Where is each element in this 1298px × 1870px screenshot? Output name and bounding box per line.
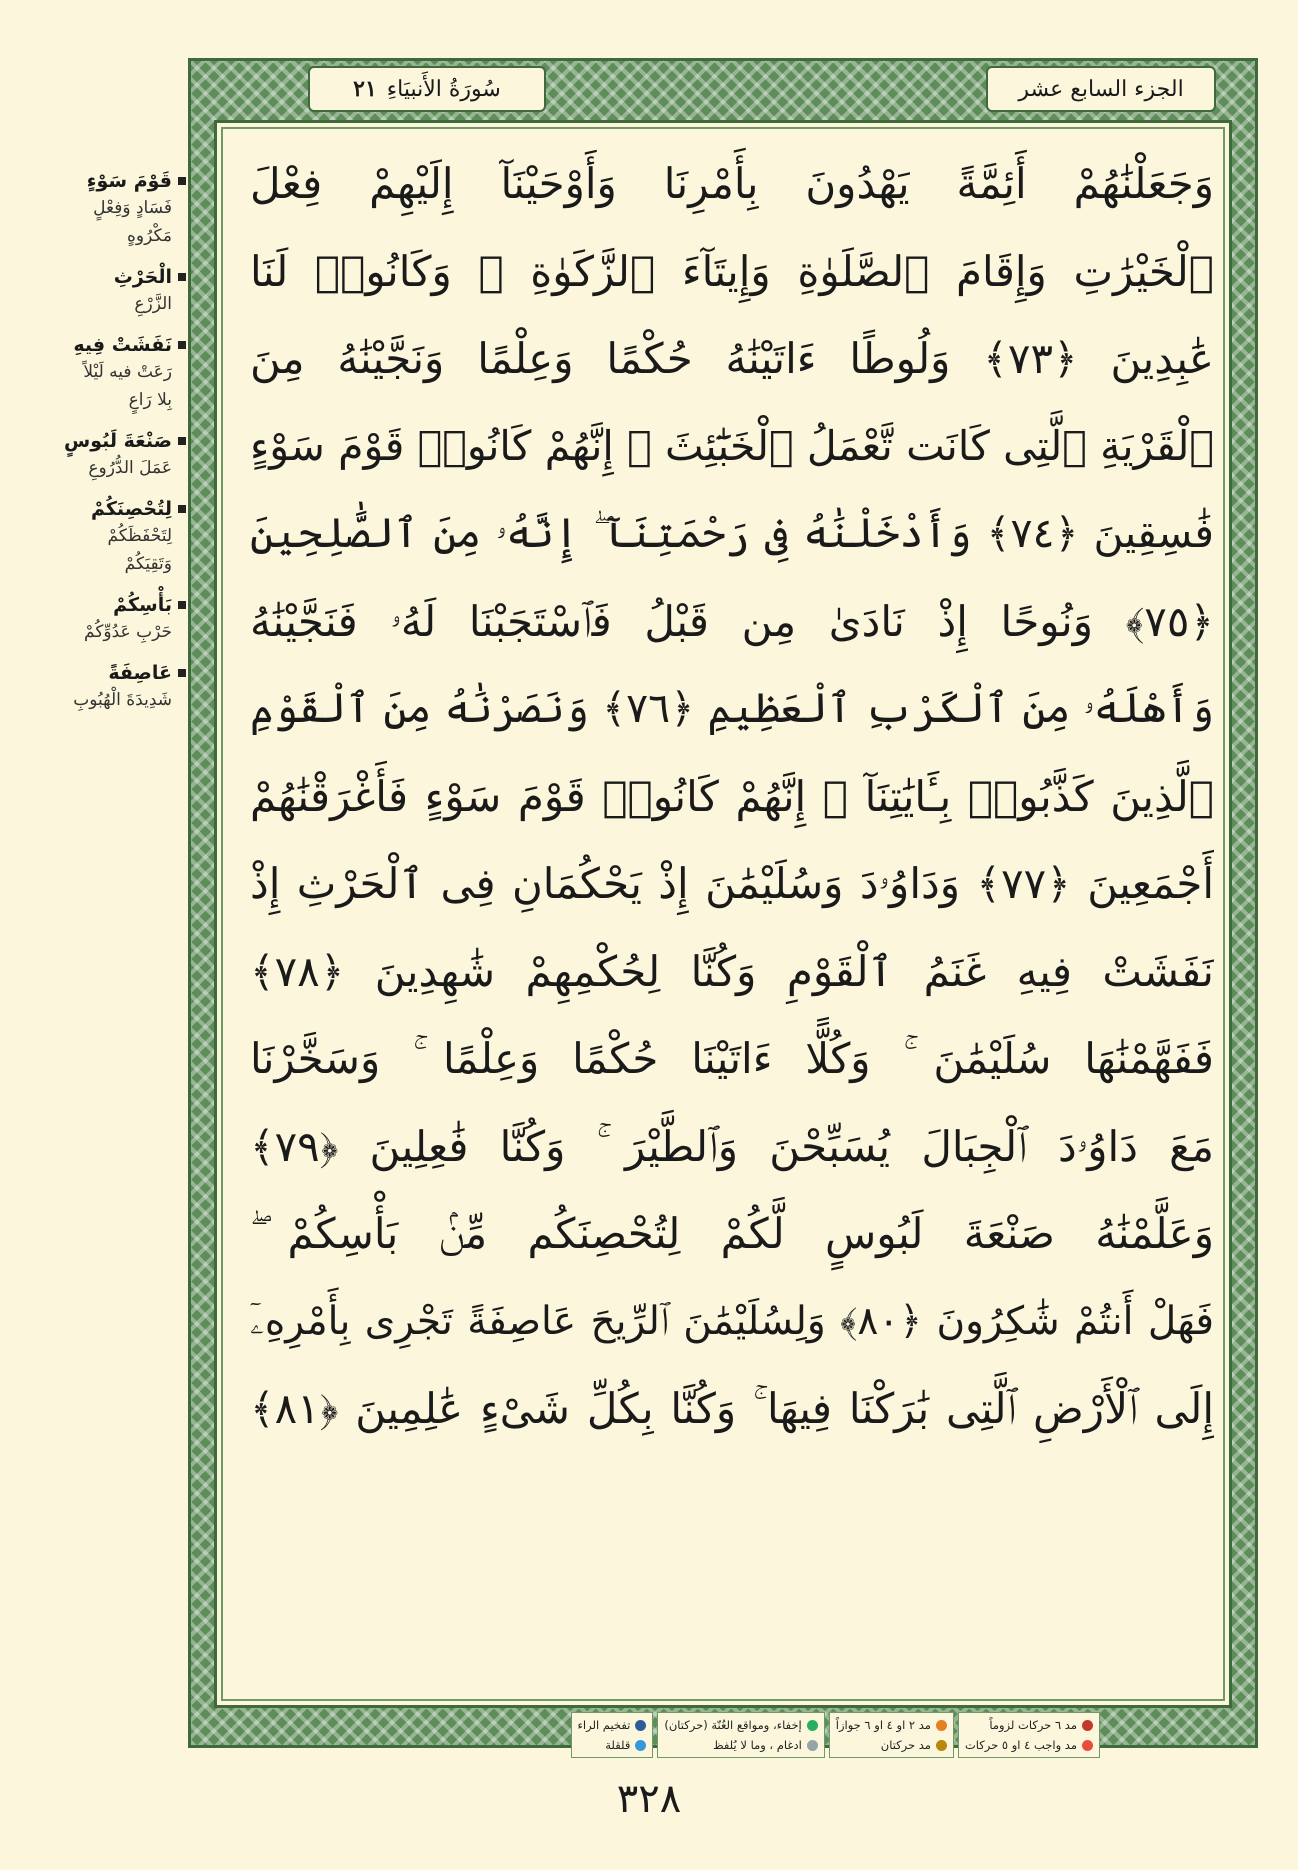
glossary-word: الْحَرْثِ [36,264,186,290]
bullet-square-icon [178,437,186,445]
quran-text [250,140,1214,1453]
legend-box [829,1712,954,1758]
text-line: عَٰبِدِينَ ﴿٧٣﴾ وَلُوطًا ءَاتَيْنَٰهُ حُكْمًا وَعِلْمًا وَنَجَّيْنَٰهُ مِنَ [250,334,1214,383]
bullet-square-icon [178,505,186,513]
glossary-entry [36,168,186,250]
surah-header [308,66,546,112]
legend-item: مد ٢ او ٤ او ٦ جوازاً [836,1718,947,1732]
glossary-entry [36,592,186,646]
bullet-square-icon [178,177,186,185]
legend-item: مد حركتان [836,1738,947,1752]
glossary-word: بَأْسِكُمْ [36,592,186,618]
legend-item: تفخيم الراء [578,1718,647,1732]
color-dot-icon [807,1740,818,1751]
glossary-meaning: حَرْبِ عَدُوِّكُمْ [84,622,172,642]
text-line: نَفَشَتْ فِيهِ غَنَمُ ٱلْقَوْمِ وَكُنَّا لِحُكْمِهِمْ شَٰهِدِينَ ﴿٧٨﴾ [250,946,1214,996]
legend-box [657,1712,824,1758]
glossary-meaning: بِلا رَاعٍ [128,390,172,410]
color-dot-icon [635,1740,646,1751]
text-line: ٱلَّذِينَ كَذَّبُوا۟ بِـَٔايَٰتِنَآ ۚ إِنَّهُمْ كَانُوا۟ قَوْمَ سَوْءٍ فَأَغْرَقْنَٰهُمْ [250,771,1214,821]
glossary-entry [36,428,186,482]
text-line: فَٰسِقِينَ ﴿٧٤﴾ وَأَدْخَلْنَٰهُ فِى رَحْمَتِنَآ ۖ إِنَّهُۥ مِنَ ٱلصَّٰلِحِينَ [250,509,1214,557]
text-line: وَأَهْلَهُۥ مِنَ ٱلْكَرْبِ ٱلْعَظِيمِ ﴿٧٦﴾ وَنَصَرْنَٰهُ مِنَ ٱلْقَوْمِ [250,684,1214,732]
color-dot-icon [635,1720,646,1731]
text-line: ٱلْقَرْيَةِ ٱلَّتِى كَانَت تَّعْمَلُ ٱلْخَبَٰٓئِثَ ۗ إِنَّهُمْ كَانُوا۟ قَوْمَ سَوْءٍ [250,421,1214,470]
text-line: فَفَهَّمْنَٰهَا سُلَيْمَٰنَ ۚ وَكُلًّا ءَاتَيْنَا حُكْمًا وَعِلْمًا ۚ وَسَخَّرْنَا [250,1034,1214,1083]
surah-name: سُورَةُ الأَنبيَاءِ [386,76,501,102]
legend-item: ادغام ، وما لا يُلفظ [664,1738,817,1752]
text-line: فَهَلْ أَنتُمْ شَٰكِرُونَ ﴿٨٠﴾ وَلِسُلَيْمَٰنَ ٱلرِّيحَ عَاصِفَةً تَجْرِى بِأَمْرِهِۦٓ [250,1298,1214,1344]
glossary-meaning: مَكْرُوهٍ [127,226,172,246]
glossary-word: لِتُحْصِنَكُمْ [36,496,186,522]
glossary-meaning: فَسَادٍ وَفِعْلٍ [93,198,172,218]
legend-box [571,1712,654,1758]
glossary-meaning: الزَّرْعِ [134,294,172,314]
text-line: مَعَ دَاوُۥدَ ٱلْجِبَالَ يُسَبِّحْنَ وَٱلطَّيْرَ ۚ وَكُنَّا فَٰعِلِينَ ﴿٧٩﴾ [250,1121,1214,1171]
color-dot-icon [807,1720,818,1731]
color-dot-icon [1082,1740,1093,1751]
glossary-word: قَوْمَ سَوْءٍ [36,168,186,194]
surah-number: ٢١ [353,76,377,102]
color-dot-icon [1082,1720,1093,1731]
glossary-meaning: رَعَتْ فيه لَيْلاً [83,362,172,382]
legend-item: إخفاء، ومواقع الغُنّة (حركتان) [664,1718,817,1732]
juz-header [986,66,1216,112]
bullet-square-icon [178,601,186,609]
text-line: وَجَعَلْنَٰهُمْ أَئِمَّةً يَهْدُونَ بِأَمْرِنَا وَأَوْحَيْنَآ إِلَيْهِمْ فِعْلَ [250,159,1214,208]
juz-label: الجزء السابع عشر [1018,76,1184,102]
text-line: ﴿٧٥﴾ وَنُوحًا إِذْ نَادَىٰ مِن قَبْلُ فَٱسْتَجَبْنَا لَهُۥ فَنَجَّيْنَٰهُ [250,596,1214,646]
text-line: إِلَى ٱلْأَرْضِ ٱلَّتِى بَٰرَكْنَا فِيهَا ۚ وَكُنَّا بِكُلِّ شَىْءٍ عَٰلِمِينَ ﴿٨١﴾ [250,1384,1214,1433]
text-line: وَعَلَّمْنَٰهُ صَنْعَةَ لَبُوسٍ لَّكُمْ لِتُحْصِنَكُم مِّنۢ بَأْسِكُمْ ۖ [250,1209,1214,1258]
page-number: ٣٢٨ [616,1776,682,1822]
color-dot-icon [936,1720,947,1731]
bullet-square-icon [178,273,186,281]
legend-box [958,1712,1100,1758]
glossary-word: صَنْعَةَ لَبُوسٍ [36,428,186,454]
legend-item: مد ٦ حركات لزوماً [965,1718,1093,1732]
glossary-entry [36,332,186,414]
glossary-meaning: وَتَقِيَكُمْ [124,554,172,574]
text-line: ٱلْخَيْرَٰتِ وَإِقَامَ ٱلصَّلَوٰةِ وَإِيتَآءَ ٱلزَّكَوٰةِ ۖ وَكَانُوا۟ لَنَا [250,246,1214,296]
color-dot-icon [936,1740,947,1751]
legend-item: قلقلة [578,1738,647,1752]
margin-glossary [36,168,186,728]
glossary-entry [36,264,186,318]
glossary-meaning: شَدِيدَةَ الْهُبُوبِ [73,690,172,710]
glossary-entry [36,496,186,578]
tajweed-legend [400,1712,1100,1758]
text-line: أَجْمَعِينَ ﴿٧٧﴾ وَدَاوُۥدَ وَسُلَيْمَٰنَ إِذْ يَحْكُمَانِ فِى ٱلْحَرْثِ إِذْ [250,859,1214,908]
bullet-square-icon [178,341,186,349]
legend-item: مد واجب ٤ او ٥ حركات [965,1738,1093,1752]
glossary-word: عَاصِفَةً [36,660,186,686]
glossary-meaning: عَمَلَ الدُّرُوعِ [88,458,172,478]
glossary-entry [36,660,186,714]
glossary-meaning: لِتَحْفَظَكُمْ [107,526,172,546]
glossary-word: نَفَشَتْ فِيهِ [36,332,186,358]
bullet-square-icon [178,669,186,677]
